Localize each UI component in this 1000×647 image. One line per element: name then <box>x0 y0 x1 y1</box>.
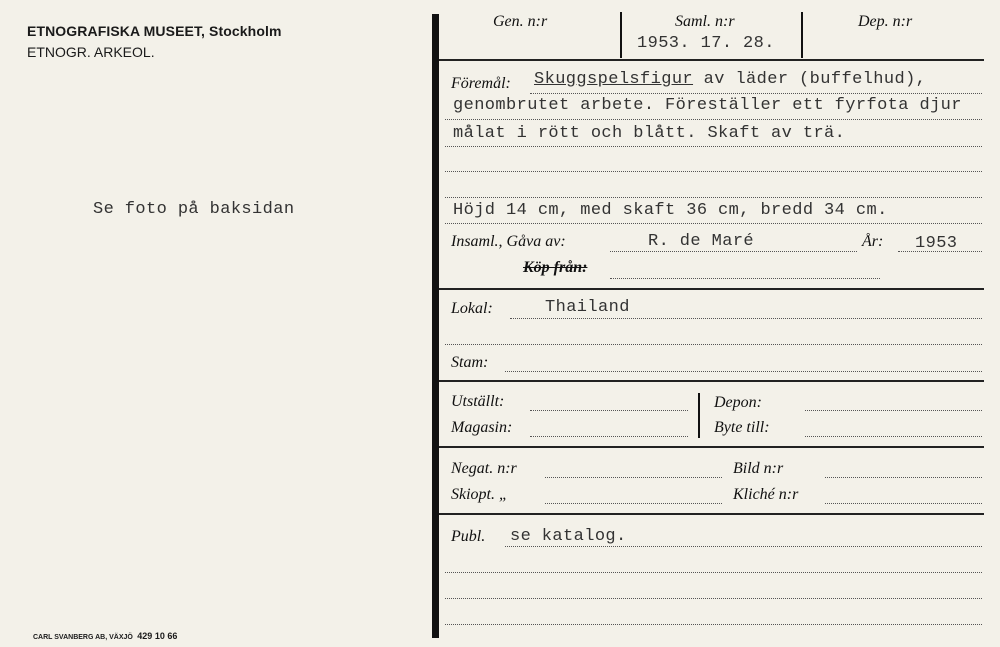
publ-label: Publ. <box>451 528 486 545</box>
publ-dots-1 <box>505 546 982 547</box>
saml-label: Saml. n:r <box>675 13 735 30</box>
printer-line <box>33 626 177 644</box>
stam-rule <box>439 380 984 382</box>
kliche-label: Kliché n:r <box>733 486 799 503</box>
printer-code: 429 10 66 <box>137 631 178 641</box>
printer-text: CARL SVANBERG AB, VÄXJÖ <box>33 634 133 641</box>
publ-dots-3 <box>445 598 982 599</box>
depon-dots <box>805 410 982 411</box>
placement-rule <box>439 446 984 448</box>
header-divider-2 <box>801 12 803 58</box>
skiopt-dots <box>545 503 722 504</box>
depon-label: Depon: <box>714 394 762 411</box>
foremal-dots-5 <box>445 197 982 198</box>
utstallt-label: Utställt: <box>451 393 505 410</box>
kop-dots <box>610 278 880 279</box>
insaml-label: Insaml., Gåva av: <box>451 233 566 250</box>
museum-city: Stockholm <box>209 23 282 39</box>
bild-label: Bild n:r <box>733 460 784 477</box>
insaml-rule <box>439 288 984 290</box>
foremal-line1 <box>534 70 926 89</box>
left-note: Se foto på baksidan <box>93 200 295 219</box>
year-label: År: <box>862 233 884 250</box>
foremal-dots-6 <box>445 223 982 224</box>
publ-dots-4 <box>445 624 982 625</box>
placement-divider <box>698 393 700 438</box>
header-divider-1 <box>620 12 622 58</box>
magasin-label: Magasin: <box>451 419 513 436</box>
museum-name <box>27 23 282 39</box>
stam-dots <box>505 371 982 372</box>
museum-name-text: ETNOGRAFISKA MUSEET, <box>27 23 206 39</box>
foremal-dots-2 <box>445 119 982 120</box>
foremal-label: Föremål: <box>451 75 511 92</box>
byte-dots <box>805 436 982 437</box>
publ-dots-2 <box>445 572 982 573</box>
saml-value: 1953. 17. 28. <box>637 34 775 53</box>
lokal-value: Thailand <box>545 298 630 317</box>
insaml-dots <box>610 251 857 252</box>
utstallt-dots <box>530 410 688 411</box>
foremal-dots-3 <box>445 146 982 147</box>
gen-label: Gen. n:r <box>493 13 548 30</box>
lokal-dots-1 <box>510 318 982 319</box>
skiopt-label: Skiopt. „ <box>451 486 508 503</box>
header-rule <box>439 59 984 61</box>
magasin-dots <box>530 436 688 437</box>
lokal-label: Lokal: <box>451 300 493 317</box>
publ-value: se katalog. <box>510 527 627 546</box>
dep-label: Dep. n:r <box>858 13 913 30</box>
stam-label: Stam: <box>451 354 489 371</box>
insaml-value: R. de Maré <box>648 232 755 251</box>
negat-dots <box>545 477 722 478</box>
lokal-dots-2 <box>445 344 982 345</box>
year-value: 1953 <box>915 234 958 253</box>
foremal-line3: målat i rött och blått. Skaft av trä. <box>453 124 846 143</box>
foremal-dots-1 <box>530 93 982 94</box>
foremal-line2: genombrutet arbete. Föreställer ett fyrfota djur <box>453 96 962 115</box>
year-dots <box>898 251 982 252</box>
size-line: Höjd 14 cm, med skaft 36 cm, bredd 34 cm. <box>453 201 888 220</box>
bild-dots <box>825 477 982 478</box>
foremal-dots-4 <box>445 171 982 172</box>
kop-label: Köp från: <box>523 259 588 276</box>
negat-label: Negat. n:r <box>451 460 517 477</box>
foremal-word1: Skuggspelsfigur <box>534 70 694 89</box>
card-border <box>432 14 439 638</box>
department: ETNOGR. ARKEOL. <box>27 44 155 60</box>
foremal-line1-rest: av läder (buffelhud), <box>703 70 927 89</box>
byte-label: Byte till: <box>714 419 770 436</box>
kliche-dots <box>825 503 982 504</box>
negat-rule <box>439 513 984 515</box>
